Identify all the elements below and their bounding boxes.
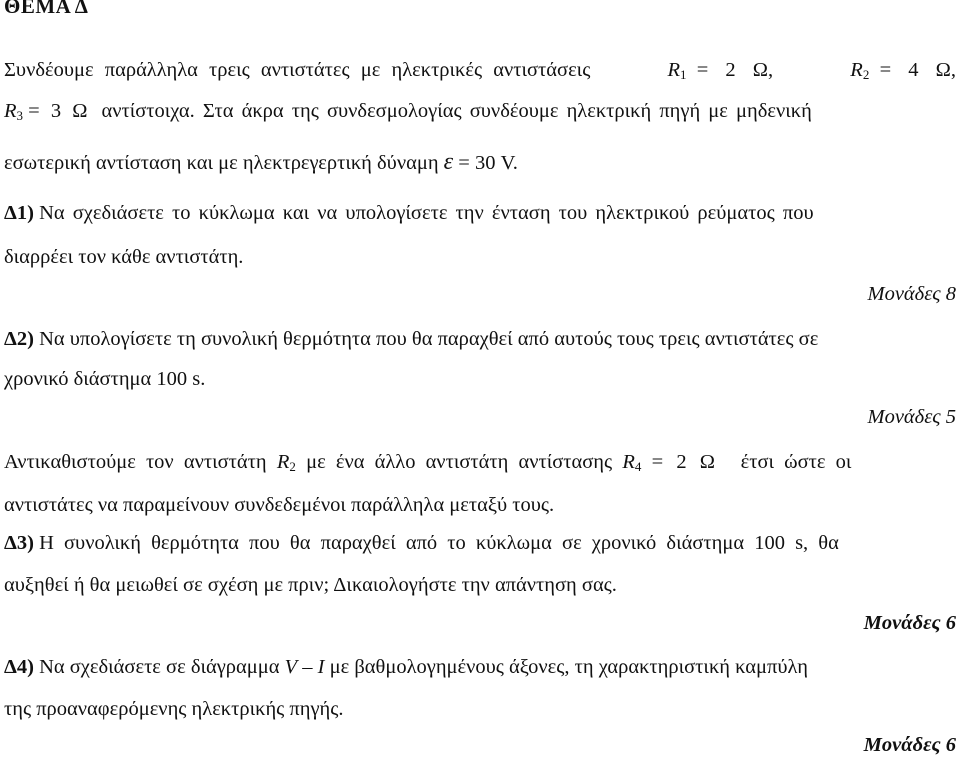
q2-line-2 bbox=[4, 364, 956, 394]
replace-text-3: έτσι ώστε οι bbox=[740, 451, 852, 473]
q3-label: Δ3) bbox=[4, 532, 34, 554]
q2-line-1 bbox=[4, 324, 956, 354]
q3-points: Μονάδες 6 bbox=[863, 612, 956, 634]
emf-symbol: ε bbox=[443, 149, 454, 175]
q2-points: Μονάδες 5 bbox=[867, 406, 956, 428]
q3-text-2: αυξηθεί ή θα μειωθεί σε σχέση με πριν; Δικαιολογήστε την απάντηση σας. bbox=[4, 574, 617, 596]
section-title: ΘΕΜΑ Δ bbox=[4, 0, 89, 18]
q2-text-1: Να υπολογίσετε τη συνολική θερμότητα που θα παραχθεί από αυτούς τους τρεις αντιστάτες σε bbox=[39, 328, 819, 350]
replace-r2: $R_2$ bbox=[276, 451, 296, 474]
q1-text-1: Να σχεδιάσετε το κύκλωμα και να υπολογίσετε την ένταση του ηλεκτρικού ρεύματος που bbox=[39, 202, 814, 224]
replace-line-1 bbox=[4, 447, 956, 477]
q4-text-2: με βαθμολογημένους άξονες, τη χαρακτηριστική καμπύλη bbox=[329, 656, 808, 678]
replace-text-4: αντιστάτες να παραμείνουν συνδεδεμένοι παράλληλα μεταξύ τους. bbox=[4, 494, 555, 516]
q3-line-2 bbox=[4, 570, 956, 600]
q1-line-2 bbox=[4, 242, 956, 272]
q4-i-symbol: I bbox=[317, 656, 325, 678]
intro-text-3: εσωτερική αντίσταση και με ηλεκτρεγερτική δύναμη bbox=[4, 152, 439, 174]
q4-line-1 bbox=[4, 652, 956, 682]
replace-r4-value: = 2 Ω bbox=[651, 451, 715, 473]
intro-text-1: Συνδέουμε παράλληλα τρεις αντιστάτες με ηλεκτρικές αντιστάσεις bbox=[4, 59, 591, 81]
intro-line-2 bbox=[4, 96, 956, 126]
q4-text-1: Να σχεδιάσετε σε διάγραμμα bbox=[39, 656, 280, 678]
replace-text-1: Αντικαθιστούμε τον αντιστάτη bbox=[4, 451, 267, 473]
q4-dash: – bbox=[302, 656, 313, 678]
intro-line-1 bbox=[4, 55, 956, 85]
q2-text-2: χρονικό διάστημα 100 s. bbox=[4, 368, 206, 390]
q4-points: Μονάδες 6 bbox=[863, 734, 956, 756]
q1-points: Μονάδες 8 bbox=[867, 283, 956, 305]
q4-label: Δ4) bbox=[4, 656, 34, 678]
q4-v-symbol: V bbox=[284, 656, 298, 678]
q3-line-1 bbox=[4, 528, 956, 558]
replace-r4: $R_4$ bbox=[622, 451, 642, 474]
q4-text-3: της προαναφερόμενης ηλεκτρικής πηγής. bbox=[4, 698, 344, 720]
r2-value: $R_2 = 4$ Ω, bbox=[850, 59, 956, 82]
q1-line-1 bbox=[4, 198, 956, 228]
emf-value: = 30 V. bbox=[458, 152, 518, 174]
q3-text-1: Η συνολική θερμότητα που θα παραχθεί από το κύκλωμα σε χρονικό διάστημα 100 s, θα bbox=[39, 532, 839, 554]
replace-line-2 bbox=[4, 490, 956, 520]
r1-value: $R_1 = 2$ Ω, bbox=[667, 59, 774, 82]
r3-value: $R_3 = 3$ Ω bbox=[4, 100, 88, 123]
q2-label: Δ2) bbox=[4, 328, 34, 350]
intro-line-3 bbox=[4, 147, 956, 178]
q1-label: Δ1) bbox=[4, 202, 34, 224]
intro-text-2: αντίστοιχα. Στα άκρα της συνδεσμολογίας συνδέουμε ηλεκτρική πηγή με μηδενική bbox=[101, 100, 812, 122]
q4-line-2 bbox=[4, 694, 956, 724]
replace-text-2: με ένα άλλο αντιστάτη αντίστασης bbox=[306, 451, 613, 473]
q1-text-2: διαρρέει τον κάθε αντιστάτη. bbox=[4, 246, 244, 268]
